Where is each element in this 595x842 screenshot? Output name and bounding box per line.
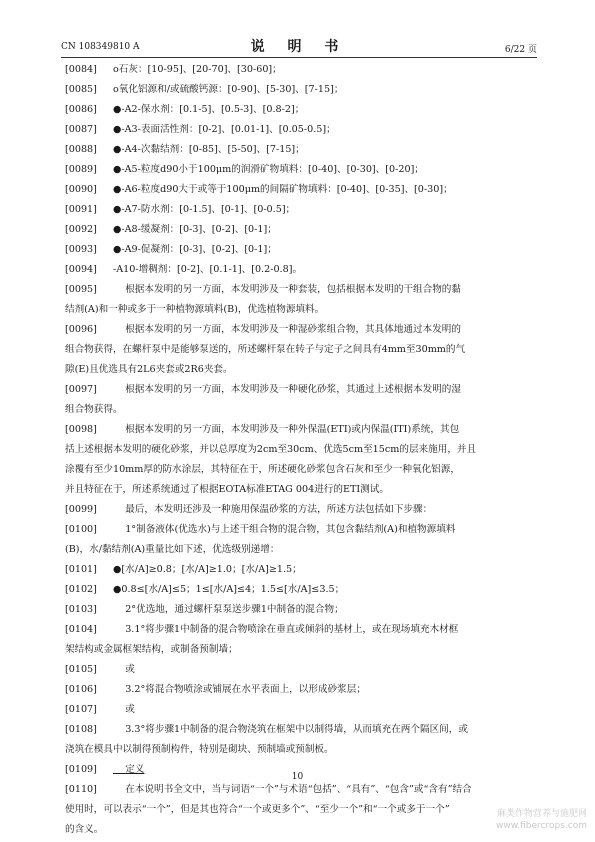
paragraph-number: [0102]	[65, 584, 97, 595]
paragraph	[65, 200, 529, 220]
paragraph-number: [0110]	[65, 784, 97, 795]
paragraph	[65, 160, 529, 180]
paragraph-text: ●-A7-防水剂：[0-1.5]、[0-1]、[0-0.5]；	[113, 204, 296, 215]
paragraph-text: ●-A5-粒度d90小于100μm的润滑矿物填料：[0-40]、[0-30]、[0-20]；	[113, 164, 424, 175]
paragraph	[65, 720, 529, 740]
page-indicator: 6/22 页	[504, 45, 537, 55]
paragraph-number: [0094]	[65, 264, 97, 275]
paragraph-text: ●-A8-缓凝剂：[0-3]、[0-2]、[0-1]；	[113, 224, 277, 235]
paragraph-number: [0104]	[65, 624, 97, 635]
paragraph	[65, 700, 529, 720]
paragraph	[65, 60, 529, 80]
paragraph-number: [0088]	[65, 144, 97, 155]
paragraph-text: 1°制备液体(优选水)与上述干组合物的混合物，其包含黏结剂(A)和植物源填料	[113, 524, 456, 535]
paragraph-text: o石灰：[10-95]、[20-70]、[30-60]；	[113, 64, 282, 75]
paragraph-text: 根据本发明的另一方面，本发明涉及一种套装，包括根据本发明的干组合物的黏	[113, 284, 461, 295]
paragraph-number: [0089]	[65, 164, 97, 175]
paragraph-text: ●-A4-次黏结剂：[0-85]、[5-50]、[7-15]；	[113, 144, 305, 155]
paragraph-number: [0108]	[65, 724, 97, 735]
paragraph	[65, 140, 529, 160]
page-header	[61, 36, 537, 56]
doc-title: 说 明 书	[250, 39, 348, 55]
paragraph	[65, 600, 529, 620]
paragraph	[65, 240, 529, 260]
paragraph	[65, 620, 529, 640]
paragraph	[65, 120, 529, 140]
paragraph-text: 在本说明书全文中，当与词语“一个”与术语“包括”、“具有”、“包含”或“含有”结合	[113, 784, 472, 795]
paragraph-text: 根据本发明的另一方面，本发明涉及一种硬化砂浆，其通过上述根据本发明的湿	[113, 384, 461, 395]
paragraph	[65, 80, 529, 100]
paragraph-continuation: 使用时，可以表示“一个”，但是其也符合“一个或更多个”、“至少一个”和“一个或多于一个” 的含义。	[65, 804, 450, 835]
paragraph-number: [0109]	[65, 764, 97, 775]
paragraph-number: [0105]	[65, 664, 97, 675]
paragraph	[65, 660, 529, 680]
paragraph-number: [0086]	[65, 104, 97, 115]
paragraph-text: 定义	[113, 764, 145, 775]
paragraph-number: [0092]	[65, 224, 97, 235]
paragraph-number: [0093]	[65, 244, 97, 255]
document-body	[65, 60, 529, 840]
paragraph-number: [0087]	[65, 124, 97, 135]
watermark-line-1: 麻类作物营养与施肥网	[496, 809, 587, 819]
paragraph-text: 3.1°将步骤1中制备的混合物喷涂在垂直或倾斜的基材上，或在现场填充木材框	[113, 624, 459, 635]
paragraph	[65, 220, 529, 240]
paragraph-text: o氧化铝源和/或硫酸钙源：[0-90]、[5-30]、[7-15]；	[113, 84, 344, 95]
paragraph-number: [0090]	[65, 184, 97, 195]
paragraph-text: ●-A6-粒度d90大于或等于100μm的间隔矿物填料：[0-40]、[0-35]、[0-30]；	[113, 184, 453, 195]
paragraph-text: 根据本发明的另一方面，本发明涉及一种湿砂浆组合物，其具体地通过本发明的	[113, 324, 461, 335]
paragraph	[65, 100, 529, 120]
paragraph-number: [0085]	[65, 84, 97, 95]
paragraph	[65, 500, 529, 520]
paragraph-number: [0103]	[65, 604, 97, 615]
paragraph-number: [0107]	[65, 704, 97, 715]
paragraph-number: [0095]	[65, 284, 97, 295]
paragraph	[65, 380, 529, 400]
paragraph-text: 根据本发明的另一方面，本发明涉及一种外保温(ETI)或内保温(ITI)系统，其包	[113, 424, 460, 435]
paragraph-continuation: (B)，水/黏结剂(A)重量比如下述，优选级别递增：	[65, 544, 280, 555]
page-number: 10	[291, 772, 304, 782]
doc-number: CN 108349810 A	[61, 42, 140, 52]
paragraph	[65, 420, 529, 440]
paragraph-number: [0091]	[65, 204, 97, 215]
paragraph	[65, 560, 529, 580]
paragraph-text: ●-A3-表面活性剂：[0-2]、[0.01-1]、[0.05-0.5]；	[113, 124, 336, 135]
paragraph-text: 最后，本发明还涉及一种施用保温砂浆的方法，所述方法包括如下步骤：	[113, 504, 433, 515]
paragraph-text: 3.2°将混合物喷涂或铺展在水平表面上，以形成砂浆层；	[113, 684, 366, 695]
paragraph-number: [0098]	[65, 424, 97, 435]
paragraph-number: [0100]	[65, 524, 97, 535]
paragraph	[65, 580, 529, 600]
paragraph-continuation: 组合物获得，在螺杆泵中是能够泵送的，所述螺杆泵在转子与定子之间具有4mm至30mm的气 隙(E)且优选具有2L6夹套或2R6夹套。	[65, 344, 466, 375]
paragraph	[65, 320, 529, 340]
paragraph-number: [0101]	[65, 564, 97, 575]
paragraph-number: [0096]	[65, 324, 97, 335]
paragraph-text: 2°优选地，通过螺杆泵泵送步骤1中制备的混合物；	[113, 604, 344, 615]
paragraph-number: [0106]	[65, 684, 97, 695]
paragraph-number: [0084]	[65, 64, 97, 75]
paragraph	[65, 520, 529, 540]
paragraph-continuation: 组合物获得。	[65, 404, 123, 415]
paragraph-text: ●0.8≤[水/A]≤5；1≤[水/A]≤4；1.5≤[水/A]≤3.5；	[113, 584, 345, 595]
paragraph-continuation: 浇筑在模具中以制得预制构件，特别是砌块、预制墙或预制板。	[65, 744, 334, 755]
paragraph-continuation: 括上述根据本发明的硬化砂浆，并以总厚度为2cm至30cm、优选5cm至15cm的层来施用，并且 涂覆有至少10mm厚的防水涂层，其特征在于，所述硬化砂浆包含石灰和至少一种氧化铝源， 并且特征在于，所述系统通过了根据EOTA标准ETAG 004进行的ETI测试。	[65, 444, 477, 495]
paragraph-text: ●-A9-促凝剂：[0-3]、[0-2]、[0-1]；	[113, 244, 277, 255]
paragraph-text: ●-A2-保水剂：[0.1-5]、[0.5-3]、[0.8-2]；	[113, 104, 305, 115]
paragraph-continuation: 架结构或金属框架结构，或制备预制墙；	[65, 644, 238, 655]
paragraph-text: 或	[113, 664, 135, 675]
watermark-line-2: www.fibercrops.com	[496, 821, 587, 831]
watermark	[496, 808, 587, 832]
paragraph-number: [0099]	[65, 504, 97, 515]
paragraph-text: ●[水/A]≥0.8；[水/A]≥1.0；[水/A]≥1.5；	[113, 564, 302, 575]
paragraph-number: [0097]	[65, 384, 97, 395]
paragraph-text: 3.3°将步骤1中制备的混合物浇筑在框架中以制得墙，从而填充在两个隔区间，或	[113, 724, 468, 735]
header-divider	[61, 57, 537, 58]
paragraph-text: 或	[113, 704, 135, 715]
paragraph-text: -A10-增稠剂：[0-2]、[0.1-1]、[0.2-0.8]。	[113, 264, 303, 275]
paragraph	[65, 260, 529, 280]
paragraph	[65, 180, 529, 200]
paragraph-continuation: 结剂(A)和一种或多于一种植物源填料(B)，优选植物源填料。	[65, 304, 325, 315]
paragraph	[65, 680, 529, 700]
paragraph	[65, 780, 529, 800]
paragraph	[65, 280, 529, 300]
